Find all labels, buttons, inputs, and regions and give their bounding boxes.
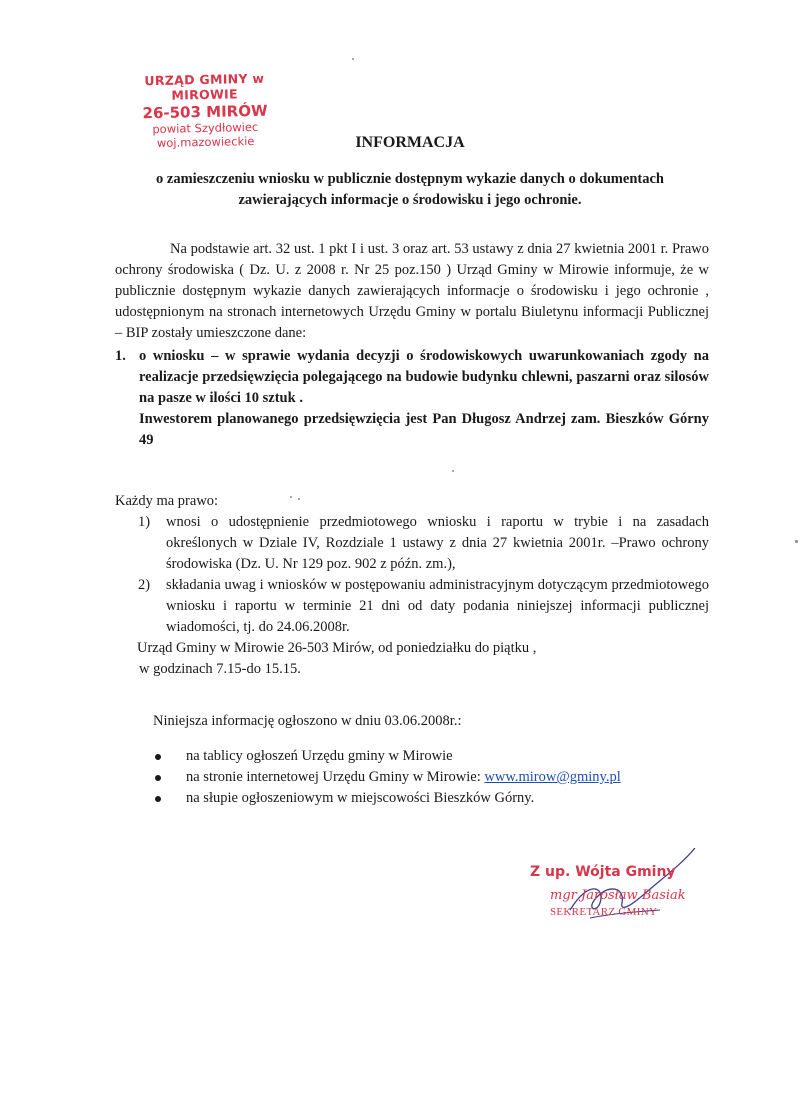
scan-speck bbox=[795, 540, 798, 543]
office-hours: w godzinach 7.15-do 15.15. bbox=[139, 661, 301, 677]
stamp-line-postcode: 26-503 MIRÓW bbox=[142, 101, 268, 123]
notice-item bbox=[153, 788, 713, 809]
item-investor: Inwestorem planowanego przedsięwzięcia jest Pan Długosz Andrzej zam. Bieszków Górny 49 bbox=[139, 411, 709, 448]
notice-item-text: na słupie ogłoszeniowym w miejscowości Bieszków Górny. bbox=[186, 790, 535, 806]
bullet-icon bbox=[155, 796, 161, 802]
item-number: 1. bbox=[115, 348, 126, 364]
website-link[interactable]: www.mirow@gminy.pl bbox=[484, 769, 621, 785]
stamp-line-voivodeship: woj.mazowieckie bbox=[156, 133, 255, 151]
signature-line-title: Z up. Wójta Gminy bbox=[530, 864, 676, 880]
notice-item bbox=[153, 767, 713, 788]
rights-item-number: 1) bbox=[138, 514, 151, 530]
stamp-line-county: powiat Szydłowiec bbox=[152, 119, 259, 137]
rights-item bbox=[138, 512, 709, 575]
signature-stamp bbox=[530, 858, 710, 938]
document-subtitle: o zamieszczeniu wniosku w publicznie dostępnym wykazie danych o dokumentach zawierających informacje o środowisku i jego ochronie. bbox=[156, 171, 664, 208]
signature-line-name: mgr Jarosław Basiak bbox=[550, 888, 686, 903]
scan-speck bbox=[352, 58, 354, 60]
item-description: o wniosku – w sprawie wydania decyzji o środowiskowych uwarunkowaniach zgody na realizacje przedsięwzięcia polegającego na budowie budynku chlewni, paszarni oraz silosów na pasze w ilości 10 sztuk . bbox=[139, 348, 709, 406]
document-title: INFORMACJA bbox=[355, 134, 465, 151]
scan-speck bbox=[452, 470, 454, 472]
notice-section bbox=[153, 711, 713, 809]
scan-speck bbox=[290, 496, 292, 498]
scan-speck bbox=[298, 498, 300, 500]
rights-item-number: 2) bbox=[138, 577, 151, 593]
notice-lead: Niniejsza informację ogłoszono w dniu 03.06.2008r.: bbox=[153, 713, 462, 729]
bullet-icon bbox=[155, 775, 161, 781]
rights-list bbox=[115, 512, 709, 638]
stamp-line-office: URZĄD GMINY w MIROWIE bbox=[144, 70, 265, 103]
notice-item-text: na stronie internetowej Urzędu Gminy w Mirowie: bbox=[186, 769, 485, 785]
rights-section bbox=[115, 491, 709, 680]
notice-list bbox=[153, 746, 713, 809]
office-address: Urząd Gminy w Mirowie 26-503 Mirów, od poniedziałku do piątku , bbox=[137, 640, 537, 656]
intro-paragraph bbox=[115, 239, 709, 344]
rights-lead: Każdy ma prawo: bbox=[115, 493, 219, 509]
rights-item-text: wnosi o udostępnienie przedmiotowego wniosku i raportu w trybie i na zasadach określonych w Dziale IV, Rozdziale 1 ustawy z dnia 27 kwietnia 2001r. –Prawo ochrony środowiska (Dz. U. Nr 129 poz. 902 z późn. zm.), bbox=[166, 514, 709, 572]
notice-item-text: na tablicy ogłoszeń Urzędu gminy w Mirowie bbox=[186, 748, 453, 764]
rights-item bbox=[138, 575, 709, 638]
bullet-icon bbox=[155, 754, 161, 760]
intro-text: Na podstawie art. 32 ust. 1 pkt I i ust. 3 oraz art. 53 ustawy z dnia 27 kwietnia 2001 r. Prawo ochrony środowiska ( Dz. U. z 2008 r. Nr 25 poz.150 ) Urząd Gminy w Mirowie informuje, że w publicznie dostępnym wykazie danych zawierających informacje o środowisku i jego ochronie , udostępnionym na stronach internetowych Urzędu Gminy w portalu Biuletynu informacji Publicznej – BIP zostały umieszczone dane: bbox=[115, 241, 709, 341]
rights-item-text: składania uwag i wniosków w postępowaniu administracyjnym dotyczącym przedmiotowego wniosku i raportu w terminie 21 dni od daty podania niniejszej informacji publicznej wiadomości, tj. do 24.06.2008r. bbox=[166, 577, 709, 635]
application-item bbox=[115, 346, 709, 451]
notice-item bbox=[153, 746, 713, 767]
signature-line-role: SEKRETARZ GMINY bbox=[550, 906, 658, 918]
